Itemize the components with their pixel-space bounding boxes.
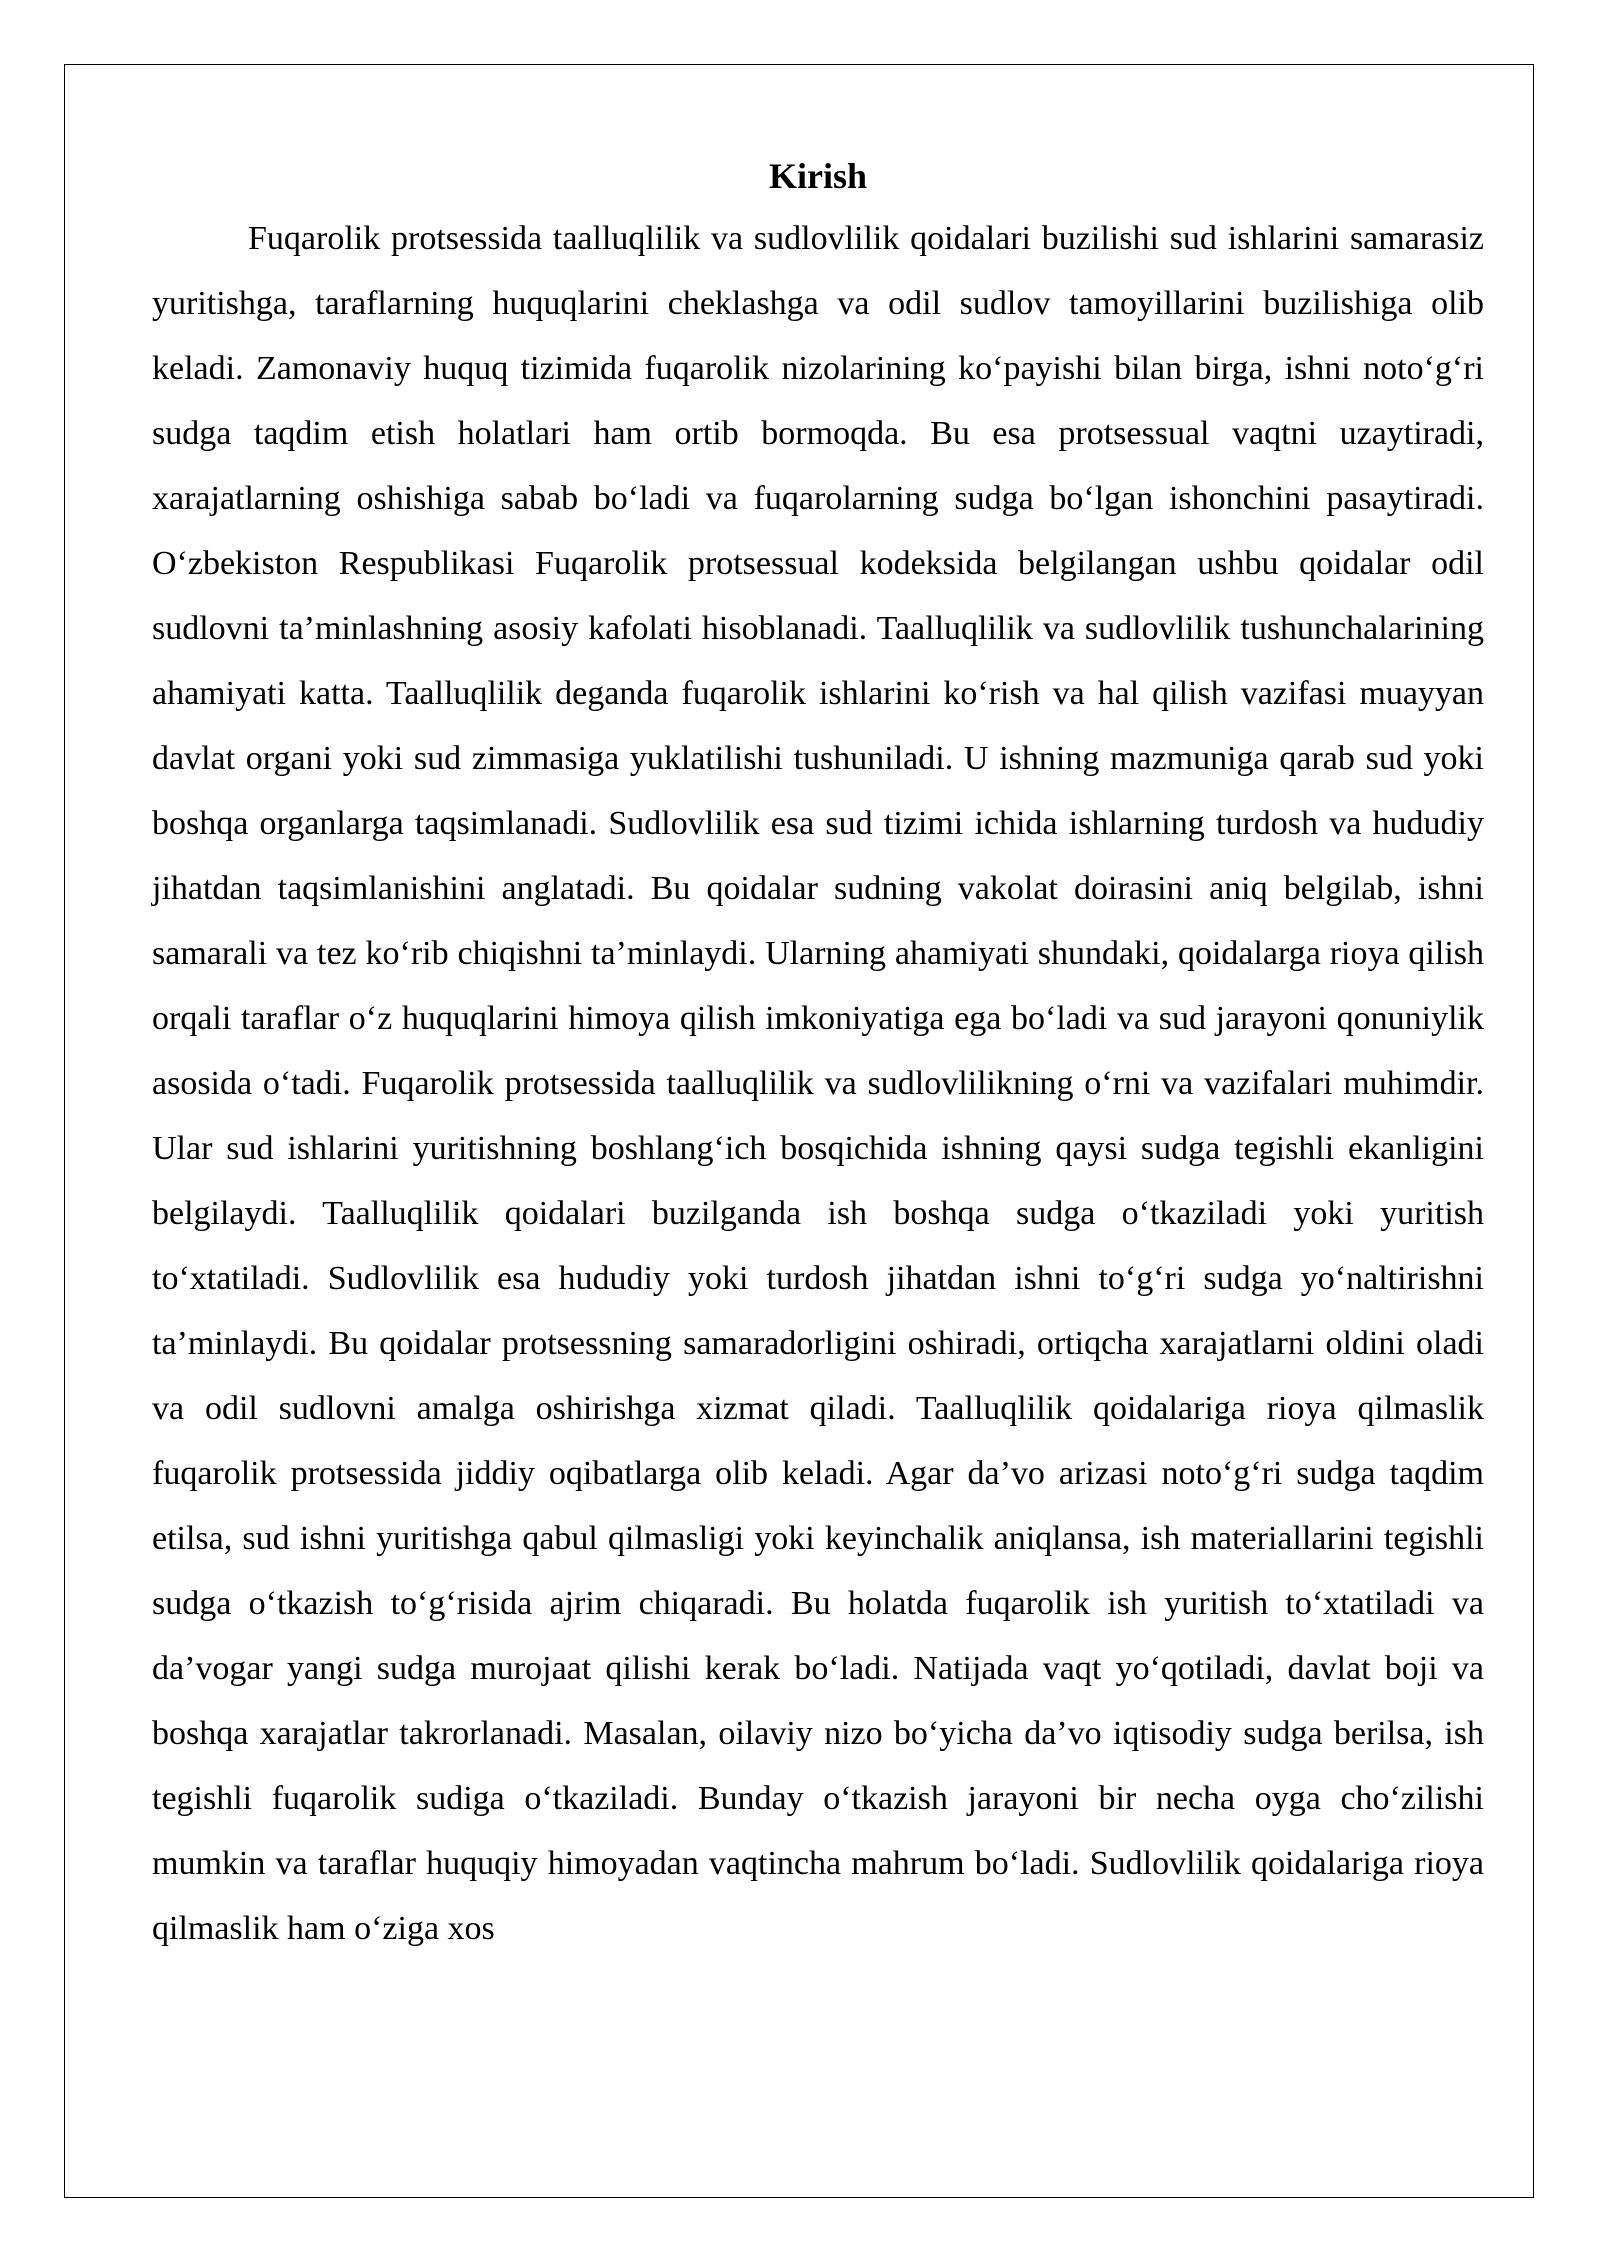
page-title: Kirish	[768, 156, 867, 196]
body-paragraph: Fuqarolik protsessida taalluqlilik va sudlovlilik qoidalari buzilishi sud ishlarini samarasiz yuritishga, taraflarning huquqlarini cheklashga va odil sudlov tamoyillarini buzilishiga olib keladi. Zamonaviy huquq tizimida fuqarolik nizolarining ko‘payishi bilan birga, ishni noto‘g‘ri sudga taqdim etish holatlari ham ortib bormoqda. Bu esa protsessual vaqtni uzaytiradi, xarajatlarning oshishiga sabab bo‘ladi va fuqarolarning sudga bo‘lgan ishonchini pasaytiradi. O‘zbekiston Respublikasi Fuqarolik protsessual kodeksida belgilangan ushbu qoidalar odil sudlovni ta’minlashning asosiy kafolati hisoblanadi. Taalluqlilik va sudlovlilik tushunchalarining ahamiyati katta. Taalluqlilik deganda fuqarolik ishlarini ko‘rish va hal qilish vazifasi muayyan davlat organi yoki sud zimmasiga yuklatilishi tushuniladi. U ishning mazmuniga qarab sud yoki boshqa organlarga taqsimlanadi. Sudlovlilik esa sud tizimi ichida ishlarning turdosh va hududiy jihatdan taqsimlanishini anglatadi. Bu qoidalar sudning vakolat doirasini aniq belgilab, ishni samarali va tez ko‘rib chiqishni ta’minlaydi. Ularning ahamiyati shundaki, qoidalarga rioya qilish orqali taraflar o‘z huquqlarini himoya qilish imkoniyatiga ega bo‘ladi va sud jarayoni qonuniylik asosida o‘tadi. Fuqarolik protsessida taalluqlilik va sudlovlilikning o‘rni va vazifalari muhimdir. Ular sud ishlarini yuritishning boshlang‘ich bosqichida ishning qaysi sudga tegishli ekanligini belgilaydi. Taalluqlilik qoidalari buzilganda ish boshqa sudga o‘tkaziladi yoki yuritish to‘xtatiladi. Sudlovlilik esa hududiy yoki turdosh jihatdan ishni to‘g‘ri sudga yo‘naltirishni ta’minlaydi. Bu qoidalar protsessning samaradorligini oshiradi, ortiqcha xarajatlarni oldini oladi va odil sudlovni amalga oshirishga xizmat qiladi. Taalluqlilik qoidalariga rioya qilmaslik fuqarolik protsessida jiddiy oqibatlarga olib keladi. Agar da’vo arizasi noto‘g‘ri sudga taqdim etilsa, sud ishni yuritishga qabul qilmasligi yoki keyinchalik aniqlansa, ish materiallarini tegishli sudga o‘tkazish to‘g‘risida ajrim chiqaradi. Bu holatda fuqarolik ish yuritish to‘xtatiladi va da’vogar yangi sudga murojaat qilishi kerak bo‘ladi. Natijada vaqt yo‘qotiladi, davlat boji va boshqa xarajatlar takrorlanadi. Masalan, oilaviy nizo bo‘yicha da’vo iqtisodiy sudga berilsa, ish tegishli fuqarolik sudiga o‘tkaziladi. Bunday o‘tkazish jarayoni bir necha oyga cho‘zilishi mumkin va taraflar huquqiy himoyadan vaqtincha mahrum bo‘ladi. Sudlovlilik qoidalariga rioya qilmaslik ham o‘ziga xos	[152, 220, 1484, 1947]
page-content	[152, 146, 1484, 1961]
